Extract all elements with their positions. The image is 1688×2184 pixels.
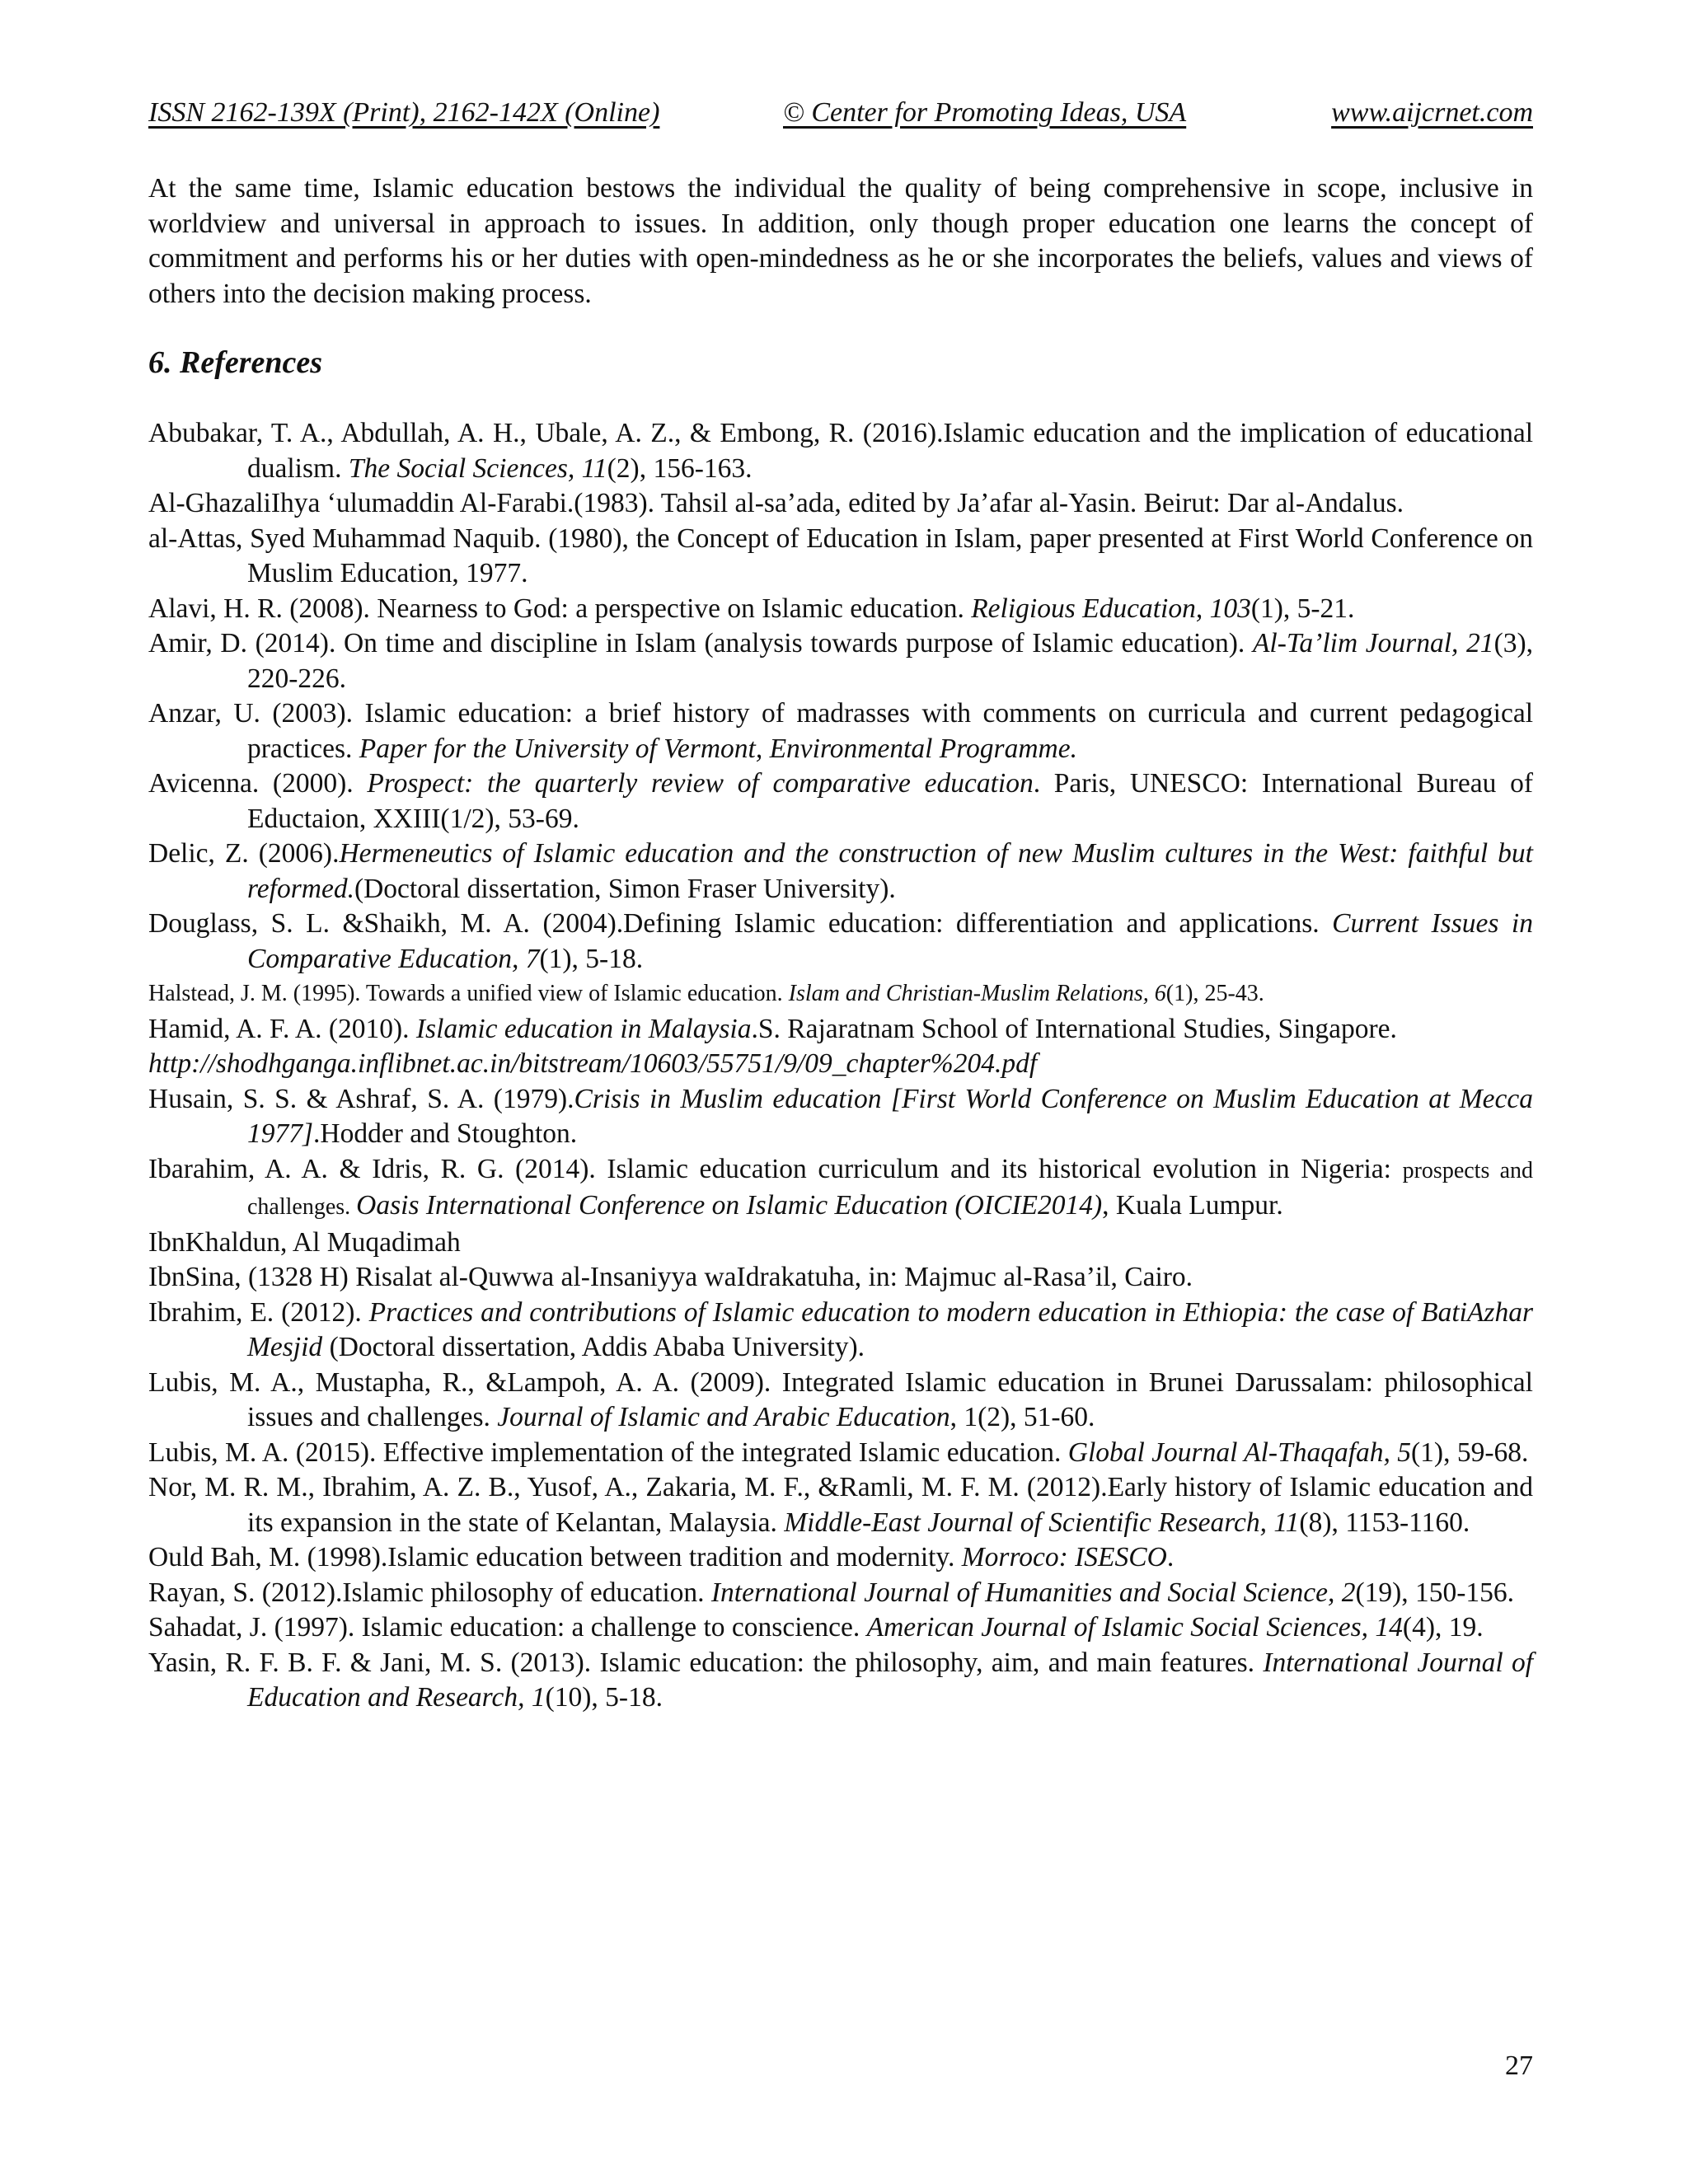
reference-list bbox=[148, 416, 1533, 1716]
reference-entry bbox=[148, 1260, 1533, 1296]
reference-text-part: IbnKhaldun, Al Muqadimah bbox=[148, 1226, 461, 1258]
header-publisher: © Center for Promoting Ideas, USA bbox=[783, 97, 1187, 128]
reference-italic-part: Practices and contributions of Islamic education to modern education in Ethiopia: the case of BatiAzhar Mesjid bbox=[247, 1296, 1533, 1362]
reference-text-part: (Doctoral dissertation, Addis Ababa University). bbox=[322, 1332, 865, 1362]
reference-italic-part: Al-Ta’lim Journal, 21 bbox=[1252, 628, 1494, 658]
reference-text-part: Abubakar, T. A., Abdullah, A. H., Ubale, A. Z., & Embong, R. (2016).Islamic education and the implication of educational dualism. bbox=[148, 418, 1533, 484]
body-paragraph: At the same time, Islamic education bestows the individual the quality of being comprehensive in scope, inclusive in worldview and universal in approach to issues. In addition, only though proper education one learns the concept of commitment and performs his or her duties with open-mindedness as he or she incorporates the beliefs, values and views of others into the decision making process. bbox=[148, 173, 1533, 309]
reference-text-part: Amir, D. (2014). On time and discipline in Islam (analysis towards purpose of Islamic education). bbox=[148, 628, 1253, 658]
reference-text-part: . bbox=[1166, 1542, 1175, 1572]
reference-text-part: Halstead, J. M. (1995). Towards a unified view of Islamic education. bbox=[148, 981, 789, 1006]
reference-entry bbox=[148, 1576, 1533, 1611]
reference-text-part: Hamid, A. F. A. (2010). bbox=[148, 1013, 416, 1044]
page-number: 27 bbox=[1505, 2050, 1533, 2081]
reference-italic-part: The Social Sciences, 11 bbox=[348, 452, 607, 484]
reference-text-part: , 1(2), 51-60. bbox=[950, 1402, 1095, 1432]
reference-text-part: (3), 220-226. bbox=[247, 628, 1533, 694]
reference-entry bbox=[148, 1366, 1533, 1436]
reference-italic-part: Morroco: ISESCO bbox=[961, 1542, 1167, 1572]
reference-text-part: Anzar, U. (2003). Islamic education: a brief history of madrasses with comments on curricula and current pedagogical practices. bbox=[148, 698, 1533, 764]
reference-entry bbox=[148, 1436, 1533, 1471]
reference-text-part: (19), 150-156. bbox=[1355, 1577, 1515, 1608]
reference-italic-part: Islam and Christian-Muslim Relations, 6 bbox=[788, 981, 1166, 1006]
reference-entry bbox=[148, 1610, 1533, 1646]
reference-entry bbox=[148, 1540, 1533, 1576]
reference-italic-part: International Journal of Humanities and Social Science, 2 bbox=[710, 1577, 1356, 1608]
reference-entry bbox=[148, 1226, 1533, 1261]
reference-text-part: Alavi, H. R. (2008). Nearness to God: a perspective on Islamic education. bbox=[148, 593, 972, 624]
reference-entry bbox=[148, 1646, 1533, 1716]
reference-italic-part: Oasis International Conference on Islamic Education (OICIE2014) bbox=[356, 1190, 1103, 1221]
reference-text-part: Lubis, M. A., Mustapha, R., &Lampoh, A. A. (2009). Integrated Islamic education in Brunei Darussalam: philosophical issues and challenges. bbox=[148, 1366, 1533, 1432]
reference-entry bbox=[148, 592, 1533, 627]
reference-entry bbox=[148, 696, 1533, 766]
reference-text-part: Ibarahim, A. A. & Idris, R. G. (2014). Islamic education curriculum and its historical evolution in Nigeria: bbox=[148, 1153, 1403, 1184]
reference-italic-part: Middle-East Journal of Scientific Research, 11 bbox=[784, 1507, 1300, 1538]
reference-italic-part: International Journal of Education and Research, 1 bbox=[247, 1647, 1533, 1713]
reference-url[interactable] bbox=[148, 1047, 1533, 1082]
reference-text-part: (1), 25-43. bbox=[1165, 981, 1264, 1006]
reference-text-part: (Doctoral dissertation, Simon Fraser University). bbox=[354, 873, 896, 904]
document-page bbox=[148, 0, 1533, 2184]
reference-italic-part: Islamic education in Malaysia bbox=[415, 1013, 752, 1044]
running-header bbox=[148, 97, 1533, 134]
reference-text-part: (1), 5-18. bbox=[539, 943, 644, 974]
reference-text-part: (1), 59-68. bbox=[1411, 1436, 1529, 1468]
reference-entry bbox=[148, 1296, 1533, 1366]
reference-text-part: .S. Rajaratnam School of International Studies, Singapore. bbox=[751, 1013, 1397, 1044]
reference-entry bbox=[148, 1012, 1533, 1047]
reference-text-part: (4), 19. bbox=[1402, 1612, 1484, 1643]
reference-text-part: . Paris, UNESCO: International Bureau of Eductaion, XXIII(1/2), 53-69. bbox=[247, 768, 1533, 834]
reference-italic-part: Prospect: the quarterly review of comparative education bbox=[367, 768, 1034, 799]
reference-text-part: IbnSina, (1328 H) Risalat al-Quwwa al-Insaniyya waIdrakatuha, in: Majmuc al-Rasa’il, Cairo. bbox=[148, 1262, 1193, 1292]
reference-text-part: , Kuala Lumpur. bbox=[1102, 1190, 1283, 1221]
reference-entry bbox=[148, 626, 1533, 696]
reference-entry bbox=[148, 766, 1533, 837]
reference-entry bbox=[148, 416, 1533, 486]
reference-text-part: Sahadat, J. (1997). Islamic education: a challenge to conscience. bbox=[148, 1612, 867, 1643]
reference-text-part: Avicenna. (2000). bbox=[148, 768, 368, 799]
reference-entry bbox=[148, 1152, 1533, 1226]
reference-text-part: Al-GhazaliIhya ‘ulumaddin Al-Farabi.(1983). Tahsil al-sa’ada, edited by Ja’afar al-Yasin. Beirut: Dar al-Andalus. bbox=[148, 488, 1404, 518]
reference-text-part: al-Attas, Syed Muhammad Naquib. (1980), the Concept of Education in Islam, paper presented at First World Conference on Muslim Education, 1977. bbox=[148, 523, 1533, 588]
reference-italic-part: American Journal of Islamic Social Sciences, 14 bbox=[866, 1612, 1403, 1643]
reference-text-part: Douglass, S. L. &Shaikh, M. A. (2004).Defining Islamic education: differentiation and applications. bbox=[148, 908, 1333, 939]
reference-text-part: Nor, M. R. M., Ibrahim, A. Z. B., Yusof, A., Zakaria, M. F., &Ramli, M. F. M. (2012).Early history of Islamic education and its expansion in the state of Kelantan, Malaysia. bbox=[148, 1472, 1533, 1538]
header-issn: ISSN 2162-139X (Print), 2162-142X (Online) bbox=[148, 97, 660, 128]
reference-italic-part: Global Journal Al-Thaqafah, 5 bbox=[1067, 1436, 1412, 1468]
reference-text-part: prospects and challenges. bbox=[247, 1157, 1533, 1220]
reference-text-part: Ibrahim, E. (2012). bbox=[148, 1296, 369, 1328]
reference-text-part: (2), 156-163. bbox=[607, 452, 753, 484]
reference-italic-part: http://shodhganga.inflibnet.ac.in/bitstream/10603/55751/9/09_chapter%204.pdf bbox=[148, 1048, 1038, 1079]
reference-text-part: Lubis, M. A. (2015). Effective implementation of the integrated Islamic education. bbox=[148, 1436, 1068, 1468]
reference-italic-part: Paper for the University of Vermont, Environmental Programme. bbox=[359, 733, 1077, 764]
reference-entry bbox=[148, 1082, 1533, 1152]
header-website-link[interactable]: www.aijcrnet.com bbox=[1331, 97, 1533, 128]
reference-italic-part: Hermeneutics of Islamic education and the construction of new Muslim cultures in the West: faithful but reformed. bbox=[247, 838, 1533, 904]
reference-entry bbox=[148, 907, 1533, 977]
reference-text-part: (1), 5-21. bbox=[1250, 593, 1355, 624]
reference-italic-part: Crisis in Muslim education [First World Conference on Muslim Education at Mecca 1977] bbox=[247, 1083, 1533, 1149]
section-heading: 6. References bbox=[148, 345, 323, 380]
reference-text-part: Husain, S. S. & Ashraf, S. A. (1979). bbox=[148, 1083, 574, 1114]
reference-entry bbox=[148, 837, 1533, 907]
reference-italic-part: Journal of Islamic and Arabic Education bbox=[497, 1402, 950, 1432]
reference-text-part: .Hodder and Stoughton. bbox=[313, 1118, 578, 1149]
reference-text-part: Ould Bah, M. (1998).Islamic education between tradition and modernity. bbox=[148, 1542, 962, 1572]
reference-entry bbox=[148, 977, 1533, 1012]
reference-text-part: Rayan, S. (2012).Islamic philosophy of education. bbox=[148, 1577, 711, 1608]
reference-text-part: (8), 1153-1160. bbox=[1299, 1507, 1470, 1538]
reference-italic-part: Religious Education, 103 bbox=[971, 593, 1251, 624]
reference-entry bbox=[148, 486, 1533, 522]
reference-text-part: (10), 5-18. bbox=[545, 1682, 663, 1713]
reference-text-part: Yasin, R. F. B. F. & Jani, M. S. (2013). Islamic education: the philosophy, aim, and main features. bbox=[148, 1647, 1264, 1678]
reference-entry bbox=[148, 522, 1533, 592]
reference-text-part: Delic, Z. (2006). bbox=[148, 838, 340, 869]
reference-italic-part: Current Issues in Comparative Education, 7 bbox=[247, 908, 1533, 974]
reference-entry bbox=[148, 1470, 1533, 1540]
